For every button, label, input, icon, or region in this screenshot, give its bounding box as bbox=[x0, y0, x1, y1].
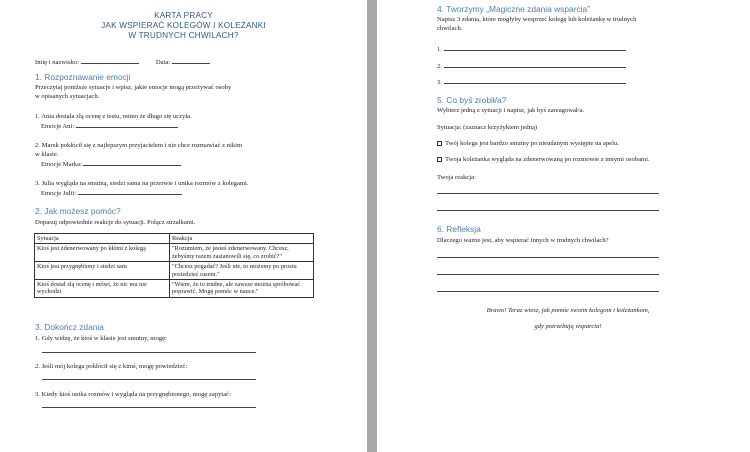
section-5-intro: Wybierz jedną z sytuacji i napisz, jak byś zareagował/a. bbox=[437, 107, 585, 114]
intro-line: Przeczytaj poniższe sytuacje i wpisz, jakie emocje mogą przeżywać osoby bbox=[35, 84, 232, 91]
section-6-intro: Dlaczego ważne jest, aby wspierać innych w trudnych chwilach? bbox=[437, 237, 609, 244]
item-number: 1. bbox=[437, 46, 442, 53]
name-date-row bbox=[35, 57, 210, 67]
title-line-3: W TRUDNYCH CHWILACH? bbox=[128, 31, 239, 40]
item-number: 3. bbox=[437, 79, 442, 86]
reaction-blank[interactable] bbox=[437, 193, 659, 194]
emotion-blank[interactable] bbox=[78, 188, 182, 195]
reaction-match-table bbox=[34, 233, 314, 298]
closing-line: Brawo! Teraz wiesz, jak pomóc swoim kolegom i koleżankom, bbox=[486, 307, 650, 314]
situation-text: 2. Marek pokłócił się z najlepszym przyjacielem i nie chce rozmawiać z nikim bbox=[35, 142, 243, 149]
support-sentence-3 bbox=[437, 77, 626, 87]
section-2-intro: Dopasuj odpowiednie reakcje do sytuacji. Połącz strzałkami. bbox=[35, 219, 196, 226]
intro-line: chwilach. bbox=[437, 25, 463, 32]
checkbox[interactable] bbox=[437, 157, 442, 162]
header-situation: Sytuacja bbox=[35, 234, 170, 244]
worksheet-title bbox=[0, 11, 367, 41]
date-blank[interactable] bbox=[172, 57, 210, 64]
situation-text: 3. Julia wygląda na smutną, siedzi sama na przerwie i unika rozmów z kolegami. bbox=[35, 180, 249, 187]
emotion-label: Emocje Julii: bbox=[41, 190, 76, 197]
complete-sentence-1: 1. Gdy widzę, że ktoś w klasie jest smutny, mogę: bbox=[35, 335, 167, 342]
section-1-heading: 1. Rozpoznawanie emocji bbox=[35, 72, 131, 82]
section-2-heading: 2. Jak możesz pomóc? bbox=[35, 206, 121, 216]
emotion-item-2 bbox=[35, 141, 242, 169]
checkbox[interactable] bbox=[437, 141, 442, 146]
section-1-intro bbox=[35, 83, 231, 101]
reaction-cell[interactable]: "Wiem, że to trudne, ale zawsze można spróbować poprawić. Mogę pomóc w nauce." bbox=[170, 280, 314, 298]
table-row bbox=[35, 262, 314, 280]
reaction-blank[interactable] bbox=[437, 210, 659, 211]
reflection-blank[interactable] bbox=[437, 257, 659, 258]
emotion-item-1 bbox=[35, 112, 192, 131]
sentence-blank[interactable] bbox=[444, 61, 626, 68]
situation-cell[interactable]: Ktoś jest przygnębiony i siedzi sam bbox=[35, 262, 170, 280]
answer-blank[interactable] bbox=[42, 407, 256, 408]
table-header-row bbox=[35, 234, 314, 244]
emotion-blank[interactable] bbox=[83, 159, 181, 166]
complete-sentence-3: 3. Kiedy ktoś unika rozmów i wygląda na przygnębionego, mogę zapytać: bbox=[35, 391, 231, 398]
situation-cell[interactable]: Ktoś dostał złą ocenę i mówi, że nic mu nie wychodzi bbox=[35, 280, 170, 298]
emotion-blank[interactable] bbox=[76, 121, 178, 128]
title-line-2: JAK WSPIERAĆ KOLEGÓW I KOLEŻANKI bbox=[101, 21, 266, 30]
situation-label: Sytuacja: (zaznacz krzyżykiem jedną) bbox=[437, 124, 538, 131]
table-row bbox=[35, 244, 314, 262]
section-5-heading: 5. Co byś zrobił/a? bbox=[437, 95, 507, 105]
reaction-cell[interactable]: "Rozumiem, że jesteś zdenerwowany. Chcesz, żebyśmy razem zastanowili się, co zrobić?" bbox=[170, 244, 314, 262]
emotion-label: Emocje Ani: bbox=[41, 123, 75, 130]
name-blank[interactable] bbox=[81, 57, 139, 64]
table-row bbox=[35, 280, 314, 298]
emotion-label: Emocje Marka: bbox=[41, 161, 82, 168]
situation-text: 1. Ania dostała złą ocenę z testu, mimo że długo się uczyła. bbox=[35, 113, 192, 120]
section-6-heading: 6. Refleksja bbox=[437, 224, 481, 234]
situation-option-2 bbox=[437, 155, 650, 164]
header-reaction: Reakcja bbox=[170, 234, 314, 244]
sentence-blank[interactable] bbox=[444, 44, 626, 51]
situation-cell[interactable]: Ktoś jest zdenerwowany po kłótni z kolegą bbox=[35, 244, 170, 262]
date-label: Data: bbox=[155, 59, 171, 66]
situation-option-1 bbox=[437, 139, 619, 148]
section-4-heading: 4. Tworzymy „Magiczne zdania wsparcia” bbox=[437, 4, 590, 14]
reflection-blank[interactable] bbox=[437, 291, 659, 292]
name-label: Imię i nazwisko: bbox=[35, 59, 79, 66]
option-text: Twój kolega jest bardzo smutny po nieudanym występie na apelu. bbox=[445, 140, 619, 147]
worksheet-page-right bbox=[377, 0, 750, 452]
section-4-intro bbox=[437, 15, 636, 33]
intro-line: w opisanych sytuacjach. bbox=[35, 93, 100, 100]
support-sentence-1 bbox=[437, 44, 626, 54]
closing-message bbox=[437, 303, 699, 335]
intro-line: Napisz 3 zdania, które mogłyby wesprzeć kolegę lub koleżankę w trudnych bbox=[437, 16, 637, 23]
item-number: 2. bbox=[437, 63, 442, 70]
answer-blank[interactable] bbox=[42, 379, 256, 380]
reaction-cell[interactable]: "Chcesz pogadać? Jeśli nie, to możemy po prostu posiedzieć razem." bbox=[170, 262, 314, 280]
sentence-blank[interactable] bbox=[444, 77, 626, 84]
reaction-label: Twoja reakcja: bbox=[437, 174, 476, 181]
complete-sentence-2: 2. Jeśli mój kolega pokłócił się z kimś, mogę powiedzieć: bbox=[35, 363, 188, 370]
situation-text: w klasie. bbox=[35, 151, 59, 158]
section-3-heading: 3. Dokończ zdania bbox=[35, 322, 104, 332]
support-sentence-2 bbox=[437, 61, 626, 71]
title-line-1: KARTA PRACY bbox=[154, 11, 213, 20]
reflection-blank[interactable] bbox=[437, 274, 659, 275]
worksheet-page-left bbox=[0, 0, 367, 452]
emotion-item-3 bbox=[35, 179, 249, 198]
option-text: Twoja koleżanka wygląda na zdenerwowaną po rozmowie z innymi osobami. bbox=[445, 156, 650, 163]
closing-line: gdy potrzebują wsparcia! bbox=[534, 323, 602, 330]
answer-blank[interactable] bbox=[42, 352, 256, 353]
